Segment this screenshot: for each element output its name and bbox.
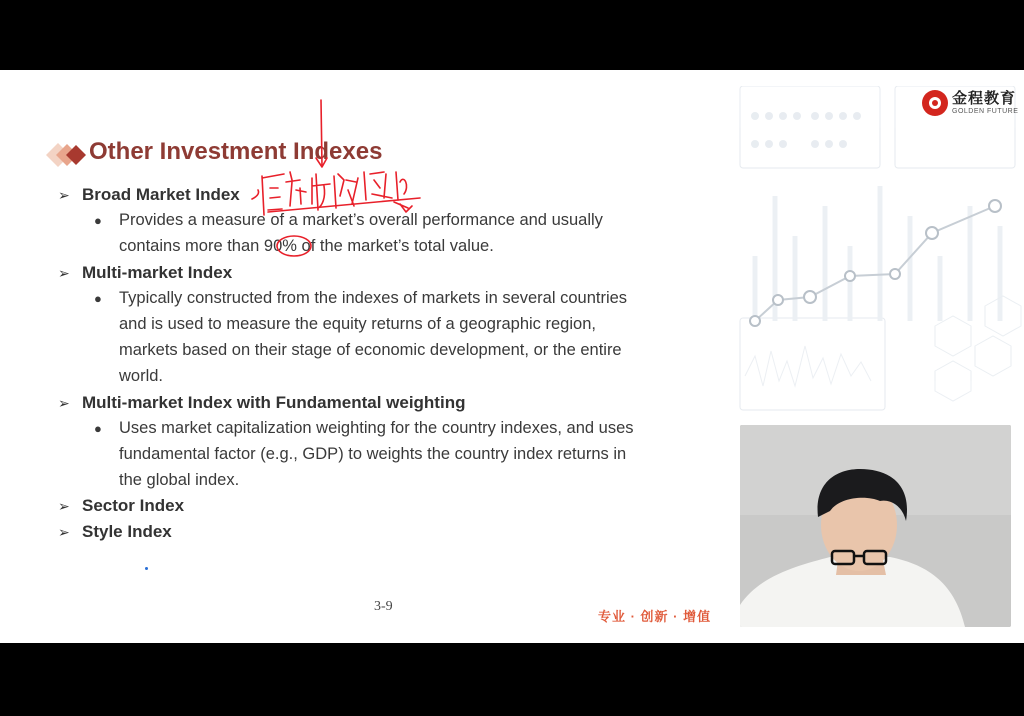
arrow-bullet-icon: ➢ <box>58 498 70 514</box>
background-infographic <box>735 86 1024 416</box>
item-heading: Sector Index <box>82 496 185 515</box>
page-number: 3-9 <box>374 599 393 614</box>
pointer-dot <box>145 567 148 570</box>
logo-name-en: GOLDEN FUTURE <box>952 108 1019 115</box>
sub-bullet <box>94 211 603 230</box>
bullet-text: Uses market capitalization weighting for the country indexes, and uses <box>119 419 634 437</box>
tagline: 专业 · 创新 · 增值 <box>598 609 712 624</box>
logo-seal-icon <box>922 90 948 116</box>
bullet-text-continued: fundamental factor (e.g., GDP) to weights the country index returns in <box>119 445 627 463</box>
item-heading: Multi-market Index with Fundamental weighting <box>82 393 466 412</box>
list-item-fundamental-weighting <box>58 393 465 413</box>
bullet-text-continued: the global index. <box>119 471 240 489</box>
bullet-text-continued: contains more than 90% of the market’s total value. <box>119 237 494 255</box>
list-item-style <box>58 522 172 542</box>
bullet-text-continued: world. <box>119 367 164 385</box>
arrow-bullet-icon: ➢ <box>58 524 70 540</box>
bullet-text-continued: and is used to measure the equity returns of a geographic region, <box>119 315 596 333</box>
bullet-text: Provides a measure of a market’s overall performance and usually <box>119 211 603 229</box>
bullet-icon: ● <box>94 213 102 228</box>
slide-title: Other Investment Indexes <box>89 138 383 165</box>
ink-comma <box>252 190 259 199</box>
item-heading: Broad Market Index <box>82 185 240 204</box>
arrow-bullet-icon: ➢ <box>58 265 70 281</box>
sub-bullet <box>94 289 627 308</box>
list-item-multi-market <box>58 263 232 283</box>
arrow-bullet-icon: ➢ <box>58 187 70 203</box>
title-diamond-icon <box>30 137 86 173</box>
sub-bullet <box>94 419 634 438</box>
slide <box>0 70 1024 643</box>
bullet-icon: ● <box>94 291 102 306</box>
presenter-webcam <box>740 425 1011 627</box>
list-item-sector <box>58 496 184 516</box>
ink-underline <box>268 198 420 212</box>
company-logo <box>922 88 1018 118</box>
bullet-text: Typically constructed from the indexes of markets in several countries <box>119 289 628 307</box>
bullet-icon: ● <box>94 421 102 436</box>
list-item-broad-market <box>58 185 240 205</box>
item-heading: Multi-market Index <box>82 263 233 282</box>
item-heading: Style Index <box>82 522 172 541</box>
arrow-bullet-icon: ➢ <box>58 395 70 411</box>
bullet-text-continued: markets based on their stage of economic development, or the entire <box>119 341 622 359</box>
logo-name-cn: 金程教育 <box>952 90 1017 107</box>
